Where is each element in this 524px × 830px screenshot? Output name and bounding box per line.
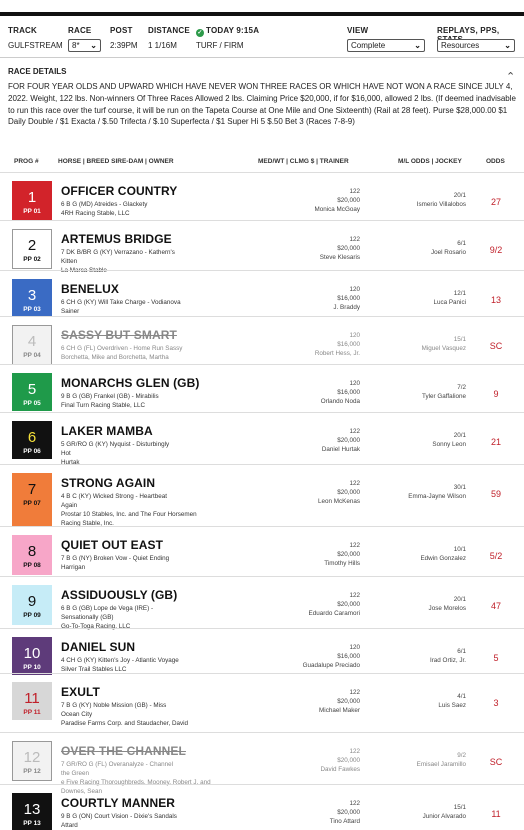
ml-odds-jockey bbox=[400, 431, 466, 449]
program-number: 11 bbox=[24, 690, 40, 707]
breed-sire-dam: 5 GR/RO G (KY) Nyquist - Disturbingly bbox=[61, 441, 170, 448]
claiming-price: $16,000 bbox=[337, 653, 360, 660]
breed-continued: Kitten bbox=[61, 258, 78, 265]
morning-line-odds: 6/1 bbox=[457, 240, 466, 247]
program-number-badge bbox=[12, 181, 52, 221]
program-number-badge bbox=[12, 229, 52, 269]
breed-continued: Again bbox=[61, 502, 78, 509]
post-position: PP 11 bbox=[23, 709, 41, 716]
table-row[interactable] bbox=[0, 784, 524, 830]
post-position: PP 02 bbox=[23, 256, 41, 263]
morning-line-odds: 12/1 bbox=[453, 290, 466, 297]
breed-continued: Silver Trail Stables LLC bbox=[61, 666, 127, 673]
program-number-badge bbox=[12, 421, 52, 459]
morning-line-odds: 6/1 bbox=[457, 648, 466, 655]
breed-continued: Harrigan bbox=[61, 564, 86, 571]
jockey: Luca Panici bbox=[433, 299, 466, 306]
post-position: PP 08 bbox=[23, 562, 41, 569]
horse-name[interactable]: OVER THE CHANNEL bbox=[61, 744, 186, 758]
live-odds: 3 bbox=[493, 698, 499, 708]
weight-claim-trainer bbox=[290, 187, 360, 214]
track-label: TRACK bbox=[8, 26, 37, 35]
live-odds: 21 bbox=[490, 437, 501, 447]
jockey: Jose Morelos bbox=[428, 605, 466, 612]
table-row[interactable] bbox=[0, 270, 524, 316]
morning-line-odds: 10/1 bbox=[453, 546, 466, 553]
table-row[interactable] bbox=[0, 316, 524, 364]
trainer: J. Braddy bbox=[333, 304, 360, 311]
program-number: 8 bbox=[27, 543, 37, 560]
ml-odds-jockey bbox=[400, 751, 466, 769]
breed-continued: Hot bbox=[61, 450, 71, 457]
program-number-badge bbox=[12, 535, 52, 575]
program-number-badge bbox=[12, 585, 52, 625]
replays-label: REPLAYS, PPS, bbox=[437, 26, 500, 35]
horse-name[interactable]: LAKER MAMBA bbox=[61, 424, 153, 438]
chevron-up-icon[interactable]: ⌃ bbox=[506, 71, 516, 83]
program-number: 10 bbox=[23, 645, 41, 662]
trainer: Orlando Noda bbox=[320, 398, 360, 405]
jockey: Junior Alvarado bbox=[422, 813, 466, 820]
live-odds: 59 bbox=[490, 489, 501, 499]
claiming-price: $20,000 bbox=[337, 757, 360, 764]
owner: Hurtak bbox=[61, 459, 80, 466]
trainer: David Fawkes bbox=[320, 766, 360, 773]
morning-line-odds: 30/1 bbox=[453, 484, 466, 491]
jockey: Sonny Leon bbox=[432, 441, 466, 448]
live-odds: SC bbox=[489, 757, 503, 767]
horse-breeding-owner bbox=[61, 604, 211, 631]
breed-continued: Borchetta, Mike and Borchetta, Martha bbox=[61, 354, 169, 361]
distance-value: 1 1/16M bbox=[148, 41, 177, 50]
weight-claim-trainer bbox=[290, 235, 360, 262]
race-select[interactable] bbox=[68, 39, 101, 52]
breed-continued: Attard bbox=[61, 822, 78, 829]
ml-odds-jockey bbox=[400, 289, 466, 307]
live-odds: 9 bbox=[493, 389, 499, 399]
horse-breeding-owner bbox=[61, 656, 211, 674]
live-odds: 5 bbox=[493, 653, 499, 663]
jockey: Joel Rosario bbox=[431, 249, 466, 256]
weight-claim-trainer bbox=[290, 479, 360, 506]
weight-claim-trainer bbox=[290, 379, 360, 406]
trainer: Daniel Hurtak bbox=[321, 446, 360, 453]
ml-odds-jockey bbox=[400, 483, 466, 501]
weight-claim-trainer bbox=[290, 799, 360, 826]
table-row[interactable] bbox=[0, 732, 524, 795]
program-number-badge bbox=[12, 325, 52, 365]
jockey: Irad Ortiz, Jr. bbox=[429, 657, 466, 664]
breed-continued: 4RH Racing Stable, LLC bbox=[61, 210, 130, 217]
check-icon: ✓ bbox=[197, 30, 203, 36]
breed-sire-dam: 7 B G (KY) Noble Mission (GB) - Miss bbox=[61, 702, 167, 709]
trainer: Tino Attard bbox=[329, 818, 360, 825]
today-label: ✓ TODAY 9:15A bbox=[197, 26, 260, 36]
horse-breeding-owner bbox=[61, 701, 211, 728]
owner: e Five Racing Thoroughbreds, Mooney, Robert J. and Downes, Sean bbox=[61, 779, 211, 795]
horse-breeding-owner bbox=[61, 812, 211, 830]
program-number: 5 bbox=[27, 381, 37, 398]
resources-select-value: Resources bbox=[441, 41, 480, 50]
horse-breeding-owner bbox=[61, 554, 211, 572]
horse-name[interactable]: MONARCHS GLEN (GB) bbox=[61, 376, 200, 390]
chevron-down-icon: ⌄ bbox=[90, 41, 97, 50]
morning-line-odds: 9/2 bbox=[457, 752, 466, 759]
top-bar bbox=[0, 12, 524, 16]
weight-claim-trainer bbox=[290, 331, 360, 358]
weight-claim-trainer bbox=[290, 688, 360, 715]
trainer: Leon McKenas bbox=[317, 498, 360, 505]
owner: La Marca Stable bbox=[61, 267, 107, 274]
weight: 122 bbox=[349, 428, 360, 435]
race-label: RACE bbox=[68, 26, 92, 35]
morning-line-odds: 4/1 bbox=[457, 693, 466, 700]
post-value: 2:39PM bbox=[110, 41, 138, 50]
table-row[interactable] bbox=[0, 172, 524, 220]
horse-breeding-owner bbox=[61, 440, 211, 467]
table-row[interactable] bbox=[0, 628, 524, 673]
program-number: 3 bbox=[27, 287, 37, 304]
trainer: Eduardo Caramori bbox=[308, 610, 360, 617]
col-odds: ODDS bbox=[486, 158, 505, 165]
breed-continued: Sainer bbox=[61, 308, 80, 315]
chevron-down-icon: ⌄ bbox=[414, 41, 421, 50]
view-select-value: Complete bbox=[351, 41, 386, 50]
table-row[interactable] bbox=[0, 526, 524, 576]
program-number: 1 bbox=[27, 189, 37, 206]
claiming-price: $16,000 bbox=[337, 341, 360, 348]
table-row[interactable] bbox=[0, 464, 524, 526]
ml-odds-jockey bbox=[400, 191, 466, 209]
morning-line-odds: 20/1 bbox=[453, 432, 466, 439]
horse-name[interactable]: COURTLY MANNER bbox=[61, 796, 176, 810]
program-number: 4 bbox=[27, 333, 37, 350]
weight: 122 bbox=[349, 800, 360, 807]
post-position: PP 12 bbox=[23, 768, 41, 775]
live-odds: 47 bbox=[490, 601, 501, 611]
jockey: Emisael Jaramillo bbox=[416, 761, 466, 768]
ml-odds-jockey bbox=[400, 545, 466, 563]
post-position: PP 03 bbox=[23, 306, 41, 313]
table-row[interactable] bbox=[0, 412, 524, 464]
jockey: Edwin Gonzalez bbox=[420, 555, 466, 562]
table-row[interactable] bbox=[0, 673, 524, 732]
live-odds: 27 bbox=[490, 197, 501, 207]
post-position: PP 06 bbox=[23, 448, 41, 455]
morning-line-odds: 20/1 bbox=[453, 192, 466, 199]
ml-odds-jockey bbox=[400, 239, 466, 257]
program-number: 9 bbox=[27, 593, 37, 610]
jockey: Ismerio Villalobos bbox=[416, 201, 466, 208]
program-number-badge bbox=[12, 637, 52, 675]
weight-claim-trainer bbox=[290, 591, 360, 618]
owner: Go-To-Toga Racing, LLC bbox=[61, 623, 131, 630]
weight: 122 bbox=[349, 748, 360, 755]
divider bbox=[0, 57, 524, 58]
horse-breeding-owner bbox=[61, 200, 211, 218]
claiming-price: $16,000 bbox=[337, 389, 360, 396]
claiming-price: $20,000 bbox=[337, 551, 360, 558]
weight: 122 bbox=[349, 236, 360, 243]
distance-label: DISTANCE bbox=[148, 26, 190, 35]
live-odds: 13 bbox=[490, 295, 501, 305]
ml-odds-jockey bbox=[400, 335, 466, 353]
post-position: PP 07 bbox=[23, 500, 41, 507]
post-position: PP 04 bbox=[23, 352, 41, 359]
trainer: Robert Hess, Jr. bbox=[314, 350, 360, 357]
morning-line-odds: 15/1 bbox=[453, 804, 466, 811]
jockey: Emma-Jayne Wilson bbox=[408, 493, 466, 500]
chevron-down-icon: ⌄ bbox=[504, 41, 511, 50]
program-number: 13 bbox=[23, 801, 41, 818]
race-select-value: 8* bbox=[72, 41, 80, 50]
breed-sire-dam: 6 CH G (FL) Overdriven - Home Run Sassy bbox=[61, 345, 183, 352]
weight: 122 bbox=[349, 689, 360, 696]
track-value: GULFSTREAM bbox=[8, 41, 63, 50]
program-number-badge bbox=[12, 793, 52, 830]
claiming-price: $20,000 bbox=[337, 601, 360, 608]
post-position: PP 13 bbox=[23, 820, 41, 827]
claiming-price: $20,000 bbox=[337, 809, 360, 816]
breed-sire-dam: 7 GR/RO G (FL) Overanalyze - Channel bbox=[61, 761, 173, 768]
ml-odds-jockey bbox=[400, 803, 466, 821]
post-position: PP 10 bbox=[23, 664, 41, 671]
claiming-price: $16,000 bbox=[337, 295, 360, 302]
breed-sire-dam: 7 DK B/BR G (KY) Verrazano - Kathern's bbox=[61, 249, 175, 256]
claiming-price: $20,000 bbox=[337, 489, 360, 496]
morning-line-odds: 7/2 bbox=[457, 384, 466, 391]
post-position: PP 01 bbox=[23, 208, 41, 215]
horse-breeding-owner bbox=[61, 392, 211, 410]
breed-sire-dam: 9 B G (GB) Frankel (GB) - Mirabilis bbox=[61, 393, 159, 400]
program-number: 6 bbox=[27, 429, 37, 446]
owner: Paradise Farms Corp. and Staudacher, David bbox=[61, 720, 189, 727]
race-details-title: RACE DETAILS bbox=[8, 67, 67, 76]
trainer: Steve Klesaris bbox=[319, 254, 360, 261]
program-number-badge bbox=[12, 741, 52, 781]
weight-claim-trainer bbox=[290, 747, 360, 774]
morning-line-odds: 15/1 bbox=[453, 336, 466, 343]
post-position: PP 05 bbox=[23, 400, 41, 407]
owner: Prostar 10 Stables, Inc. and The Four Horsemen Racing Stable, Inc. bbox=[61, 511, 197, 527]
weight-claim-trainer bbox=[290, 541, 360, 568]
weight: 120 bbox=[349, 380, 360, 387]
weight: 122 bbox=[349, 188, 360, 195]
morning-line-odds: 20/1 bbox=[453, 596, 466, 603]
horse-breeding-owner bbox=[61, 298, 211, 316]
weight: 122 bbox=[349, 592, 360, 599]
jockey: Tyler Gaffalione bbox=[422, 393, 466, 400]
horse-breeding-owner bbox=[61, 344, 211, 362]
col-horse: HORSE | BREED SIRE-DAM | OWNER bbox=[58, 158, 174, 165]
trainer: Guadalupe Preciado bbox=[302, 662, 360, 669]
ml-odds-jockey bbox=[400, 692, 466, 710]
live-odds: SC bbox=[489, 341, 503, 351]
weight-claim-trainer bbox=[290, 643, 360, 670]
program-number-badge bbox=[12, 279, 52, 317]
trainer: Monica McGoay bbox=[314, 206, 360, 213]
table-row[interactable] bbox=[0, 364, 524, 412]
jockey: Miguel Vasquez bbox=[421, 345, 466, 352]
horse-name[interactable]: ASSIDUOUSLY (GB) bbox=[61, 588, 178, 602]
ml-odds-jockey bbox=[400, 595, 466, 613]
weight: 120 bbox=[349, 286, 360, 293]
breed-sire-dam: 4 CH G (KY) Kitten's Joy - Atlantic Voyage bbox=[61, 657, 179, 664]
weight-claim-trainer bbox=[290, 285, 360, 312]
horse-name[interactable]: QUIET OUT EAST bbox=[61, 538, 164, 552]
horse-name[interactable]: OFFICER COUNTRY bbox=[61, 184, 178, 198]
horse-name[interactable]: BENELUX bbox=[61, 282, 120, 296]
weight: 122 bbox=[349, 480, 360, 487]
view-label: VIEW bbox=[347, 26, 369, 35]
breed-continued: Final Turn Racing Stable, LLC bbox=[61, 402, 146, 409]
trainer: Michael Maker bbox=[319, 707, 360, 714]
ml-odds-jockey bbox=[400, 647, 466, 665]
horse-name[interactable]: SASSY BUT SMART bbox=[61, 328, 177, 342]
weight: 120 bbox=[349, 332, 360, 339]
horse-name[interactable]: DANIEL SUN bbox=[61, 640, 136, 654]
program-number-badge bbox=[12, 682, 52, 720]
claiming-price: $20,000 bbox=[337, 245, 360, 252]
breed-sire-dam: 6 B G (GB) Lope de Vega (IRE) - bbox=[61, 605, 154, 612]
claiming-price: $20,000 bbox=[337, 437, 360, 444]
breed-sire-dam: 6 CH G (KY) Will Take Charge - Vodianova bbox=[61, 299, 181, 306]
program-number: 7 bbox=[27, 481, 37, 498]
horse-breeding-owner bbox=[61, 492, 211, 528]
program-number: 2 bbox=[27, 237, 37, 254]
horse-name[interactable]: STRONG AGAIN bbox=[61, 476, 156, 490]
surface-value: TURF / FIRM bbox=[196, 41, 244, 50]
breed-sire-dam: 9 B G (ON) Court Vision - Dixie's Sandals bbox=[61, 813, 177, 820]
live-odds: 5/2 bbox=[489, 551, 503, 561]
trainer: Timothy Hills bbox=[324, 560, 360, 567]
post-label: POST bbox=[110, 26, 133, 35]
col-wt: MED/WT | CLMG $ | TRAINER bbox=[258, 158, 349, 165]
jockey: Luis Saez bbox=[438, 702, 466, 709]
live-odds: 9/2 bbox=[489, 245, 503, 255]
ml-odds-jockey bbox=[400, 383, 466, 401]
table-row[interactable] bbox=[0, 576, 524, 628]
col-prog: PROG # bbox=[14, 158, 39, 165]
breed-continued: the Green bbox=[61, 770, 90, 777]
program-number: 12 bbox=[23, 749, 41, 766]
horse-name[interactable]: EXULT bbox=[61, 685, 100, 699]
live-odds: 11 bbox=[491, 809, 501, 819]
program-number-badge bbox=[12, 473, 52, 527]
resources-select[interactable] bbox=[437, 39, 515, 52]
claiming-price: $20,000 bbox=[337, 698, 360, 705]
race-details-text: FOR FOUR YEAR OLDS AND UPWARD WHICH HAVE NEVER WON THREE RACES OR WHICH HAVE NOT WON A RACE SINCE JULY 4, 2022. Weight, 122 lbs. Non-winners Of Three Races Allowed 2 lbs. Claiming Price $20,000, if for $16,000, allowed 2 lbs. (If deemed inadvisable to run this race over the turf course, it will be run on the Tapeta Course at One Mile and One Sixteenth) (Rail at 28 feet). Purse $28,000.00 $1 Daily Double / $1 Exacta / $.50 Trifecta / $.10 Superfecta / $1 Super Hi 5 $.50 Bet 3 (Races 7-8-9) bbox=[8, 82, 516, 127]
weight-claim-trainer bbox=[290, 427, 360, 454]
weight: 120 bbox=[349, 644, 360, 651]
breed-continued: Ocean City bbox=[61, 711, 93, 718]
table-row[interactable] bbox=[0, 220, 524, 274]
breed-continued: Sensationally (GB) bbox=[61, 614, 114, 621]
breed-sire-dam: 7 B G (NY) Broken Vow - Quiet Ending bbox=[61, 555, 170, 562]
breed-sire-dam: 4 B C (KY) Wicked Strong - Heartbeat bbox=[61, 493, 168, 500]
program-number-badge bbox=[12, 373, 52, 411]
view-select[interactable] bbox=[347, 39, 425, 52]
horse-name[interactable]: ARTEMUS BRIDGE bbox=[61, 232, 172, 246]
post-position: PP 09 bbox=[23, 612, 41, 619]
col-ml: M/L ODDS | JOCKEY bbox=[398, 158, 462, 165]
breed-sire-dam: 6 B G (MD) Atreides - Glackety bbox=[61, 201, 148, 208]
claiming-price: $20,000 bbox=[337, 197, 360, 204]
weight: 122 bbox=[349, 542, 360, 549]
